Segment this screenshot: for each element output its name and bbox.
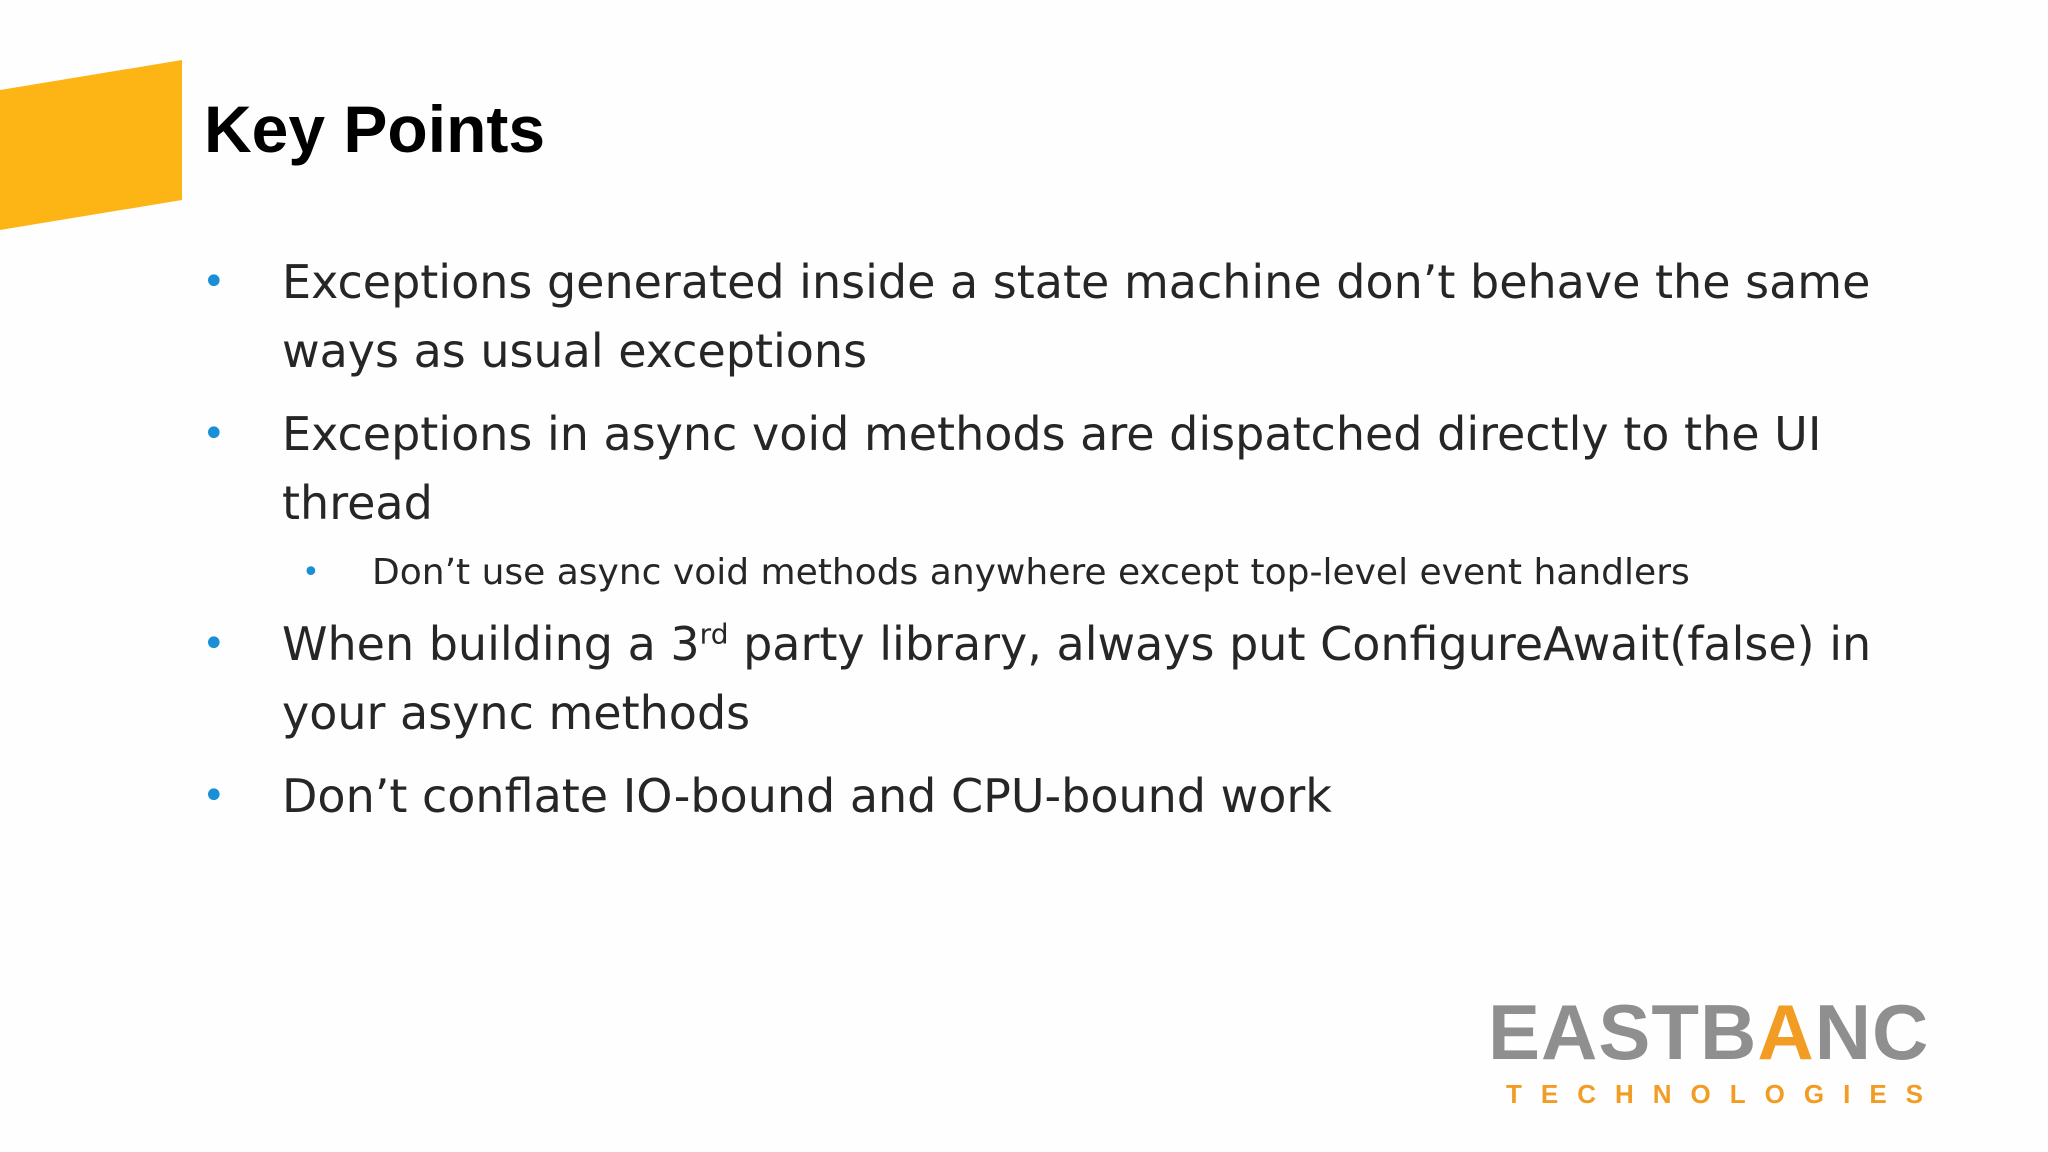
bullet-icon: • <box>202 621 226 667</box>
logo-name-highlight: A <box>1757 988 1815 1076</box>
eastbanc-logo <box>1488 988 1943 1112</box>
bullet-item-3 <box>200 610 1900 748</box>
logo-name-part1: EASTB <box>1488 988 1758 1076</box>
bullet-icon: • <box>202 259 226 305</box>
bullet-text-before: When building a 3 <box>282 617 700 671</box>
bullet-item-1 <box>200 248 1900 386</box>
accent-parallelogram <box>0 60 182 230</box>
logo-name-part2: NC <box>1814 988 1930 1076</box>
bullet-text-after: party library, always put ConfigureAwait(false) in your async methods <box>282 617 1872 740</box>
bullet-icon: • <box>202 411 226 457</box>
bullet-icon: • <box>202 773 226 819</box>
bullet-superscript: rd <box>699 617 729 651</box>
slide-title: Key Points <box>204 92 546 166</box>
bullet-text: Exceptions in async void methods are dispatched directly to the UI thread <box>282 407 1822 530</box>
logo-wordmark <box>1488 990 1928 1074</box>
bullet-list <box>200 248 1900 845</box>
bullet-text: Don’t conflate IO-bound and CPU-bound work <box>282 769 1332 823</box>
bullet-item-4 <box>200 762 1900 831</box>
title-accent-shape <box>0 0 190 240</box>
logo-tagline: TECHNOLOGIES <box>1506 1079 1943 1109</box>
bullet-text: Exceptions generated inside a state machine don’t behave the same ways as usual exceptions <box>282 255 1871 378</box>
sub-bullet-text: Don’t use async void methods anywhere except top-level event handlers <box>372 552 1690 593</box>
bullet-item-2 <box>200 400 1900 538</box>
sub-bullet-item-1 <box>200 546 1900 600</box>
sub-bullet-icon: • <box>302 555 320 590</box>
